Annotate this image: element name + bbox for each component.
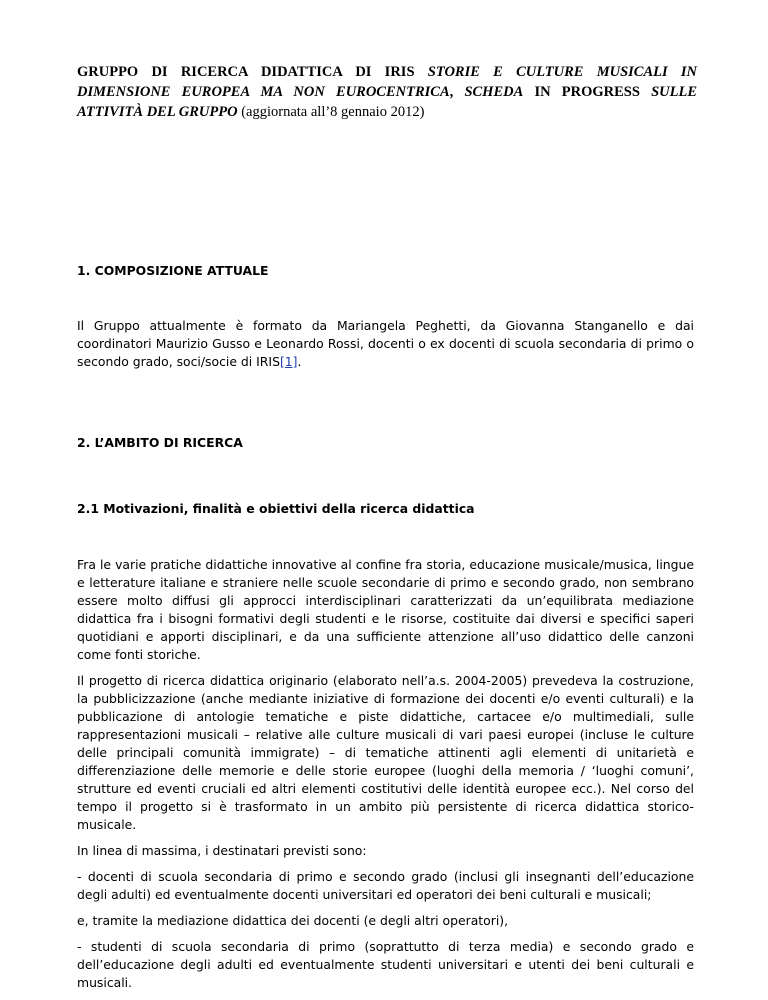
title-part-project: STORIE E CULTURE MUSICALI IN DIMENSIONE EUROPEA MA NON EUROCENTRICA: [77, 64, 698, 100]
title-part-activities: SULLE ATTIVITÀ DEL GRUPPO: [77, 84, 697, 120]
section-1-text-end: .: [297, 354, 302, 369]
paragraph-motivations: Fra le varie pratiche didattiche innovative al confine fra storia, educazione musicale/musica, lingue e letterature italiane e straniere nelle scuole secondarie di primo e secondo grado, non sembrano essere molto diffusi gli approcci interdisciplinari caratterizzati da un’equilibrata mediazione didattica fra i bisogni formativi degli studenti e le risorse, costituite dai diversi e specifici saperi quotidiani e apporti disciplinari, e da una sufficiente attenzione all’uso didattico delle canzoni come fonti storiche.: [77, 557, 694, 662]
section-1-heading: 1. COMPOSIZIONE ATTUALE: [77, 263, 269, 278]
section-2-1-body: [77, 556, 694, 1000]
title-part-date: (aggiornata all’8 gennaio 2012): [241, 104, 425, 120]
title-part-scheda: SCHEDA: [464, 84, 524, 100]
paragraph-original-project: Il progetto di ricerca didattica originario (elaborato nell’a.s. 2004-2005) prevedeva la costruzione, la pubblicizzazione (anche mediante iniziative di formazione dei docenti e/o eventi culturali) e la pubblicazione di antologie tematiche e piste didattiche, cartacee e/o multimediali, sulle rappresentazioni musicali – relative alle culture musicali di vari paesi europei (incluse le culture delle principali comunità immigrate) – di tematiche attinenti agli elementi di unitarietà e differenziazione delle memorie e delle storie europee (luoghi della memoria / ‘luoghi comuni’, strutture ed eventi cruciali ed altri elementi costitutivi delle identità europee ecc.). Nel corso del tempo il progetto si è trasformato in un ambito più persistente di ricerca didattica storico-musicale.: [77, 673, 694, 832]
section-1-body: [77, 317, 694, 379]
title-part-in-progress: IN PROGRESS: [534, 84, 640, 100]
section-1-text: Il Gruppo attualmente è formato da Mariangela Peghetti, da Giovanna Stanganello e dai coordinatori Maurizio Gusso e Leonardo Rossi, docenti o ex docenti di scuola secondaria di primo o secondo grado, soci/socie di IRIS: [77, 318, 694, 369]
paragraph-recipients-students: - studenti di scuola secondaria di primo (soprattutto di terza media) e secondo grado e dell’educazione degli adulti ed eventualmente studenti universitari e utenti dei beni culturali e musicali.: [77, 939, 694, 990]
section-2-1-heading: 2.1 Motivazioni, finalità e obiettivi della ricerca didattica: [77, 501, 475, 516]
section-2-heading: 2. L’AMBITO DI RICERCA: [77, 435, 243, 450]
section-1-paragraph: [77, 317, 694, 371]
title-part-comma: ,: [449, 84, 454, 100]
document-title: [77, 62, 697, 122]
paragraph-mediation: e, tramite la mediazione didattica dei docenti (e degli altri operatori),: [77, 913, 509, 928]
paragraph-recipients-teachers: - docenti di scuola secondaria di primo e secondo grado (inclusi gli insegnanti dell’educazione degli adulti) ed eventualmente docenti universitari ed operatori dei beni culturali e musicali;: [77, 869, 694, 902]
title-part-group: GRUPPO DI RICERCA DIDATTICA DI IRIS: [77, 64, 415, 80]
footnote-link[interactable]: [1]: [279, 354, 298, 369]
paragraph-recipients-intro: In linea di massima, i destinatari previsti sono:: [77, 843, 367, 858]
